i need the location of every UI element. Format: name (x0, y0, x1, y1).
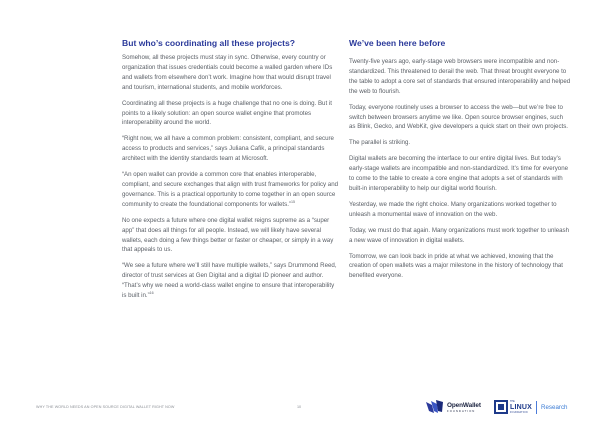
paragraph: Yesterday, we made the right choice. Many organizations worked together to unleash a monumental wave of innovation on the web. (349, 200, 557, 218)
lf-sub: FOUNDATION (510, 410, 528, 414)
page-number: 10 (297, 405, 302, 409)
quote-text: “We see a future where we’ll still have multiple wallets,” says Drummond Reed, director of trust services at Gen Digital and a digital ID pioneer and author. “That’s why we need a world-class wallet engine to ensure that interoperability is built in.” (122, 262, 337, 300)
footnote-ref[interactable]: 15 (290, 199, 295, 204)
right-column (349, 38, 571, 287)
paragraph: Somehow, all these projects must stay in sync. Otherwise, every country or organization that issues credentials could become a walled garden where IDs and wallets from elsewhere don’t work. Imagine how that would disrupt travel and tourism, international students, and mobile workforces. (122, 54, 333, 91)
quote-paragraph (122, 261, 340, 301)
openwallet-foundation-logo (425, 397, 487, 417)
quote-paragraph (122, 170, 340, 210)
section-heading-been-here-before: We’ve been here before (349, 38, 446, 48)
section-heading-coordinating: But who’s coordinating all these projects? (122, 38, 296, 48)
logo-divider (536, 401, 537, 414)
footnote-ref[interactable]: 16 (149, 291, 154, 296)
footer-document-title: WHY THE WORLD NEEDS AN OPEN SOURCE DIGITAL WALLET RIGHT NOW (36, 405, 175, 409)
paragraph: The parallel is striking. (349, 139, 411, 147)
paragraph: No one expects a future where one digital wallet reigns supreme as a “super app” that does all things for all people. Instead, we will likely have several wallets, each doing a few things better or faster or cheaper, or simply in a way that appeals to us. (122, 216, 334, 254)
openwallet-wing-icon (425, 399, 445, 415)
paragraph: Today, everyone routinely uses a browser to access the web—but we’re free to switch between browsers anytime we like. Open source browser engines, such as Blink, Gecko, and WebKit, give developers a quick start on their own projects. (349, 103, 569, 131)
quote-paragraph: “Right now, we all have a common problem: consistent, compliant, and secure access to products and services,” says Juliana Cafik, a principal standards architect with the identity standards team at Microsoft. (122, 135, 334, 163)
lf-research-label: Research (541, 403, 568, 411)
openwallet-sub: FOUNDATION (447, 408, 476, 413)
lf-the: THE (510, 399, 515, 403)
openwallet-name: OpenWallet (447, 401, 481, 409)
lf-name: LINUX (510, 403, 532, 411)
left-column (122, 38, 340, 307)
paragraph: Digital wallets are becoming the interface to our entire digital lives. But today’s early-stage wallets are incompatible and non-standardized. It’s time for everyone to come to the table to create a core engine that adopts a set of standards with built-in interoperability to help our digital world flourish. (349, 155, 569, 192)
paragraph: Twenty-five years ago, early-stage web browsers were incompatible and non-standardized. This threatened to derail the web. That threat brought everyone to the table to adopt a core set of standards that ensured interoperability and helped the web to flourish. (349, 58, 571, 95)
paragraph: Tomorrow, we can look back in pride at what we achieved, knowing that the creation of open wallets was a major milestone in the history of technology that benefited everyone. (349, 252, 564, 280)
quote-text: “An open wallet can provide a common core that enables interoperable, compliant, and secure exchanges that align with trust frameworks for policy and governance. This is a practical opportunity to come together in an open source community to create the foundational components for wallets.” (122, 171, 339, 208)
linux-foundation-box-icon (494, 400, 508, 414)
linux-foundation-research-logo (494, 397, 567, 417)
paragraph: Coordinating all these projects is a huge challenge that no one is doing. But it points to a likely solution: an open source wallet engine that promotes interoperability around the world. (122, 99, 332, 127)
paragraph: Today, we must do that again. Many organizations must work together to unleash a new wave of innovation in digital wallets. (349, 226, 570, 244)
